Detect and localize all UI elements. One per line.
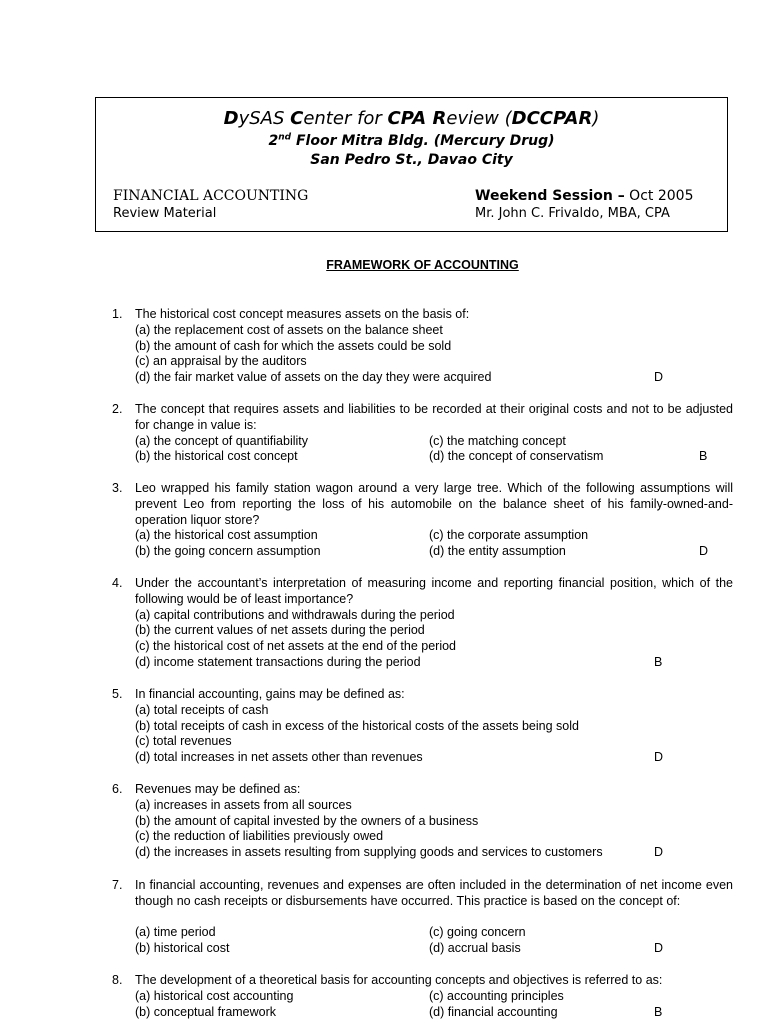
title-part: enter for: [303, 108, 388, 129]
option-b: (b) the current values of net assets during the period: [135, 623, 425, 638]
option-d: (d) total increases in net assets other than revenues: [135, 750, 423, 765]
material-label: Review Material: [113, 206, 217, 221]
option-a: (a) total receipts of cash: [135, 702, 269, 717]
question-number: 3.: [112, 481, 123, 495]
question-stem: Revenues may be defined as:: [135, 782, 301, 796]
address-building: Floor Mitra Bldg. (Mercury Drug): [291, 133, 555, 149]
answer-key: D: [654, 750, 664, 765]
question-number: 8.: [112, 973, 123, 987]
option-b: (b) conceptual framework: [135, 1004, 277, 1019]
option-c: (c) an appraisal by the auditors: [135, 354, 307, 369]
option-d: (d) the fair market value of assets on the day they were acquired: [135, 370, 492, 385]
question-number: 5.: [112, 687, 123, 701]
question-number: 2.: [112, 402, 123, 416]
instructor-name: Mr. John C. Frivaldo, MBA, CPA: [475, 206, 670, 221]
answer-key: B: [654, 1004, 663, 1019]
option-a: (a) the concept of quantifiability: [135, 433, 309, 448]
option-c: (c) total revenues: [135, 734, 232, 749]
option-a: (a) increases in assets from all sources: [135, 797, 352, 812]
question-stem: The development of a theoretical basis for accounting concepts and objectives is referred to as:: [135, 973, 663, 987]
question-number: 1.: [112, 307, 123, 321]
title-part: ySAS: [238, 108, 291, 129]
option-c: (c) the reduction of liabilities previously owed: [135, 829, 384, 844]
option-c: (c) the corporate assumption: [429, 528, 589, 543]
question-number: 4.: [112, 576, 123, 590]
question-number: 7.: [112, 878, 123, 892]
question-number: 6.: [112, 782, 123, 796]
option-a: (a) capital contributions and withdrawals during the period: [135, 607, 455, 622]
title-part: C: [290, 108, 304, 129]
option-d: (d) financial accounting: [429, 1004, 558, 1019]
answer-key: D: [699, 544, 709, 559]
question-stem: In financial accounting, gains may be defined as:: [135, 687, 405, 701]
address-floor-suffix: nd: [278, 132, 292, 143]
answer-key: D: [654, 370, 664, 385]
question-stem: Leo wrapped his family station wagon around a very large tree. Which of the following assumptions will prevent Leo from reporting the loss of his automobile on the balance sheet of his family-owned-and-operation liquor store?: [135, 481, 733, 527]
answer-key: D: [654, 845, 664, 860]
option-c: (c) the historical cost of net assets at the end of the period: [135, 639, 457, 654]
option-c: (c) the matching concept: [429, 433, 566, 448]
option-c: (c) going concern: [429, 925, 526, 940]
title-part: CPA: [387, 108, 433, 129]
option-a: (a) the historical cost assumption: [135, 528, 318, 543]
address-line-2: San Pedro St., Davao City: [310, 152, 513, 168]
answer-key: B: [699, 449, 708, 464]
question-stem: Under the accountant’s interpretation of measuring income and reporting financial position, which of the following would be of least importance?: [135, 576, 733, 606]
option-b: (b) historical cost: [135, 941, 230, 956]
question-stem: The concept that requires assets and liabilities to be recorded at their original costs and not to be adjusted for change in value is:: [135, 402, 733, 432]
title-part: eview (: [446, 108, 512, 129]
title-part: ): [592, 108, 600, 129]
option-d: (d) income statement transactions during the period: [135, 655, 421, 669]
question-stem: The historical cost concept measures assets on the basis of:: [135, 307, 470, 321]
option-d: (d) the increases in assets resulting from supplying goods and services to customers: [135, 845, 603, 860]
address-line-1: [96, 132, 727, 150]
answer-key: D: [654, 941, 664, 956]
option-d: (d) the concept of conservatism: [429, 449, 604, 464]
question-stem: In financial accounting, revenues and expenses are often included in the determination of net income even though no cash receipts or disbursements have occurred. This practice is based on the concept of:: [135, 878, 733, 908]
address-floor-number: 2: [268, 133, 279, 149]
option-a: (a) the replacement cost of assets on the balance sheet: [135, 322, 443, 337]
option-b: (b) total receipts of cash in excess of the historical costs of the assets being sold: [135, 718, 579, 733]
option-b: (b) the going concern assumption: [135, 544, 321, 559]
option-a: (a) time period: [135, 925, 216, 940]
option-d: (d) accrual basis: [429, 941, 521, 956]
option-b: (b) the amount of capital invested by the owners of a business: [135, 813, 479, 828]
title-part: DCCPAR: [511, 108, 593, 129]
title-part: R: [432, 108, 447, 129]
option-b: (b) the historical cost concept: [135, 449, 298, 464]
answer-key: B: [654, 655, 663, 669]
option-b: (b) the amount of cash for which the assets could be sold: [135, 338, 452, 353]
subject-title: FINANCIAL ACCOUNTING: [113, 188, 309, 204]
section-title: FRAMEWORK OF ACCOUNTING: [326, 258, 519, 272]
institution-title: [96, 108, 727, 130]
option-a: (a) historical cost accounting: [135, 988, 294, 1003]
session-bold: Weekend Session –: [475, 188, 625, 204]
title-part: D: [223, 108, 239, 129]
option-d: (d) the entity assumption: [429, 544, 566, 559]
session-date: Oct 2005: [624, 188, 694, 204]
header-box: [95, 97, 728, 232]
session-label: [475, 187, 693, 205]
option-c: (c) accounting principles: [429, 988, 564, 1003]
